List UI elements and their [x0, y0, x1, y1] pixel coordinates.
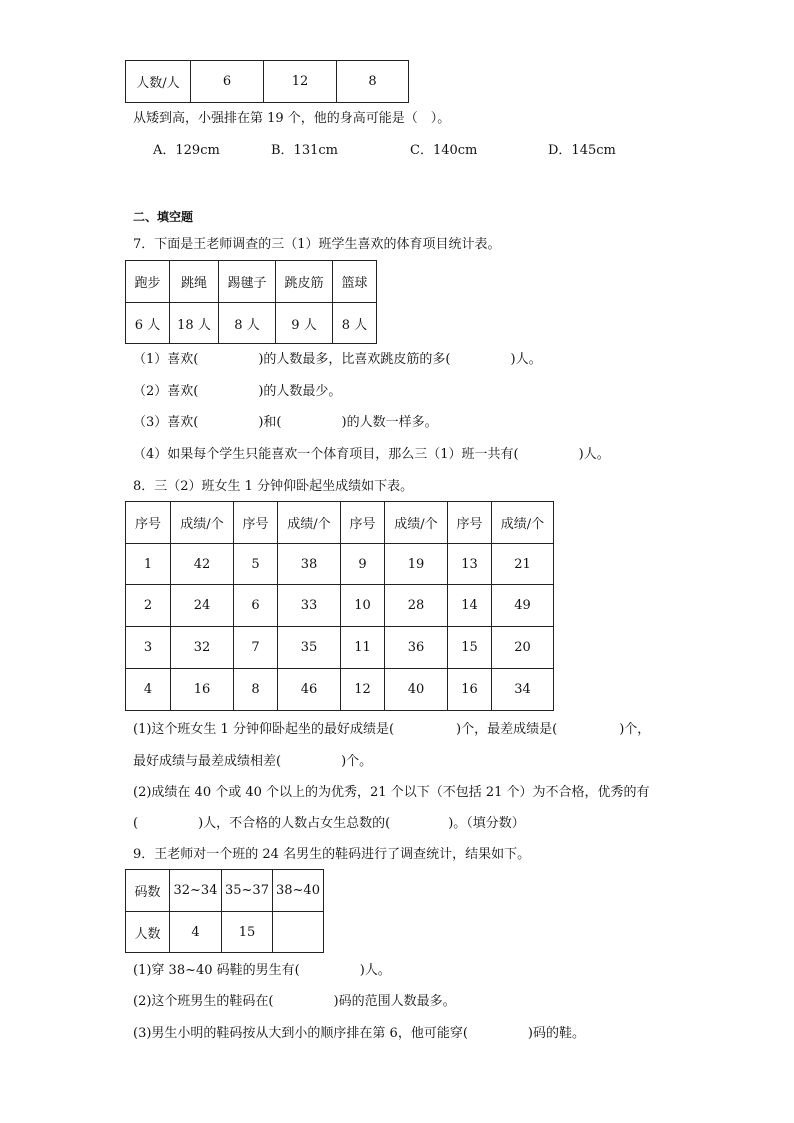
q7-stem: 7．下面是王老师调查的三（1）班学生喜欢的体育项目统计表。 [133, 237, 501, 252]
table-header: 成绩/个 [385, 502, 448, 544]
table-cell: 20 [492, 627, 554, 669]
table-cell: 4 [126, 669, 171, 711]
table-cell: 14 [448, 585, 492, 627]
table-cell: 40 [385, 669, 448, 711]
table-header: 成绩/个 [171, 502, 234, 544]
table-header: 32~34 [170, 870, 222, 912]
q8-sub-1b: 最好成绩与最差成绩相差( )个。 [133, 754, 373, 769]
q7-sub-3: （3）喜欢( )和( )的人数一样多。 [133, 415, 438, 430]
table-cell: 人数/人 [126, 61, 191, 103]
table-header: 序号 [126, 502, 171, 544]
table-header: 35~37 [222, 870, 273, 912]
q8-sub-2b: ( )人，不合格的人数占女生总数的( )。（填分数） [133, 816, 525, 831]
table-cell: 10 [341, 585, 385, 627]
q6-option-d[interactable]: D．145cm [548, 143, 616, 158]
table-cell: 15 [448, 627, 492, 669]
table-cell: 33 [278, 585, 341, 627]
table-cell: 38 [278, 544, 341, 585]
table-header: 成绩/个 [492, 502, 554, 544]
table-header: 跳绳 [170, 261, 219, 303]
table-header: 跳皮筋 [276, 261, 333, 303]
table-header: 38~40 [273, 870, 324, 912]
table-cell: 16 [448, 669, 492, 711]
table-cell: 18 人 [170, 303, 219, 344]
situp-table [125, 501, 554, 711]
table-cell: 7 [234, 627, 278, 669]
q6-option-c[interactable]: C．140cm [410, 143, 478, 158]
q8-sub-2a: (2)成绩在 40 个或 40 个以上的为优秀，21 个以下（不包括 21 个）为不合格，优秀的有 [133, 785, 650, 800]
q6-option-a[interactable]: A．129cm [153, 143, 220, 158]
shoe-size-table [125, 869, 324, 953]
table-cell: 32 [171, 627, 234, 669]
table-header: 码数 [126, 870, 170, 912]
table-header: 踢毽子 [219, 261, 276, 303]
table-cell: 16 [171, 669, 234, 711]
table-header: 序号 [448, 502, 492, 544]
table-cell: 28 [385, 585, 448, 627]
table-header: 成绩/个 [278, 502, 341, 544]
table-cell: 2 [126, 585, 171, 627]
q7-sub-2: （2）喜欢( )的人数最少。 [133, 384, 342, 399]
table-cell: 11 [341, 627, 385, 669]
table-cell: 36 [385, 627, 448, 669]
table-cell: 9 [341, 544, 385, 585]
q6-stem: 从矮到高，小强排在第 19 个，他的身高可能是（ ）。 [133, 111, 451, 126]
q6-option-b[interactable]: B．131cm [271, 143, 338, 158]
q9-sub-3: (3)男生小明的鞋码按从大到小的顺序排在第 6，他可能穿( )码的鞋。 [133, 1026, 585, 1041]
table-cell: 12 [341, 669, 385, 711]
table-cell: 8 人 [333, 303, 377, 344]
table-cell: 12 [264, 61, 337, 103]
table-cell: 人数 [126, 912, 170, 953]
q7-sub-4: （4）如果每个学生只能喜欢一个体育项目，那么三（1）班一共有( )人。 [133, 447, 610, 462]
table-cell: 6 [191, 61, 264, 103]
section-title: 二、填空题 [133, 210, 194, 224]
table-cell: 49 [492, 585, 554, 627]
table-cell: 6 [234, 585, 278, 627]
table-cell: 35 [278, 627, 341, 669]
table-cell: 34 [492, 669, 554, 711]
table-cell: 21 [492, 544, 554, 585]
table-header: 序号 [341, 502, 385, 544]
table-cell: 13 [448, 544, 492, 585]
q8-sub-1a: (1)这个班女生 1 分钟仰卧起坐的最好成绩是( )个，最差成绩是( )个， [133, 722, 651, 737]
table-cell: 8 [337, 61, 409, 103]
table-header: 序号 [234, 502, 278, 544]
table-cell: 1 [126, 544, 171, 585]
table-cell: 24 [171, 585, 234, 627]
table-cell[interactable] [273, 912, 324, 953]
q9-sub-2: (2)这个班男生的鞋码在( )码的范围人数最多。 [133, 994, 456, 1009]
q9-stem: 9．王老师对一个班的 24 名男生的鞋码进行了调查统计，结果如下。 [133, 847, 531, 862]
table-header: 跑步 [126, 261, 170, 303]
table-cell: 6 人 [126, 303, 170, 344]
table-cell: 4 [170, 912, 222, 953]
table-cell: 42 [171, 544, 234, 585]
q9-sub-1: (1)穿 38~40 码鞋的男生有( )人。 [133, 963, 391, 978]
table-cell: 8 人 [219, 303, 276, 344]
table-cell: 8 [234, 669, 278, 711]
table-cell: 19 [385, 544, 448, 585]
height-table [125, 60, 409, 103]
table-cell: 15 [222, 912, 273, 953]
table-header: 篮球 [333, 261, 377, 303]
table-cell: 5 [234, 544, 278, 585]
table-cell: 46 [278, 669, 341, 711]
q7-sub-1: （1）喜欢( )的人数最多，比喜欢跳皮筋的多( )人。 [133, 352, 542, 367]
table-cell: 3 [126, 627, 171, 669]
table-cell: 9 人 [276, 303, 333, 344]
q8-stem: 8．三（2）班女生 1 分钟仰卧起坐成绩如下表。 [133, 479, 414, 494]
sports-table [125, 260, 377, 344]
